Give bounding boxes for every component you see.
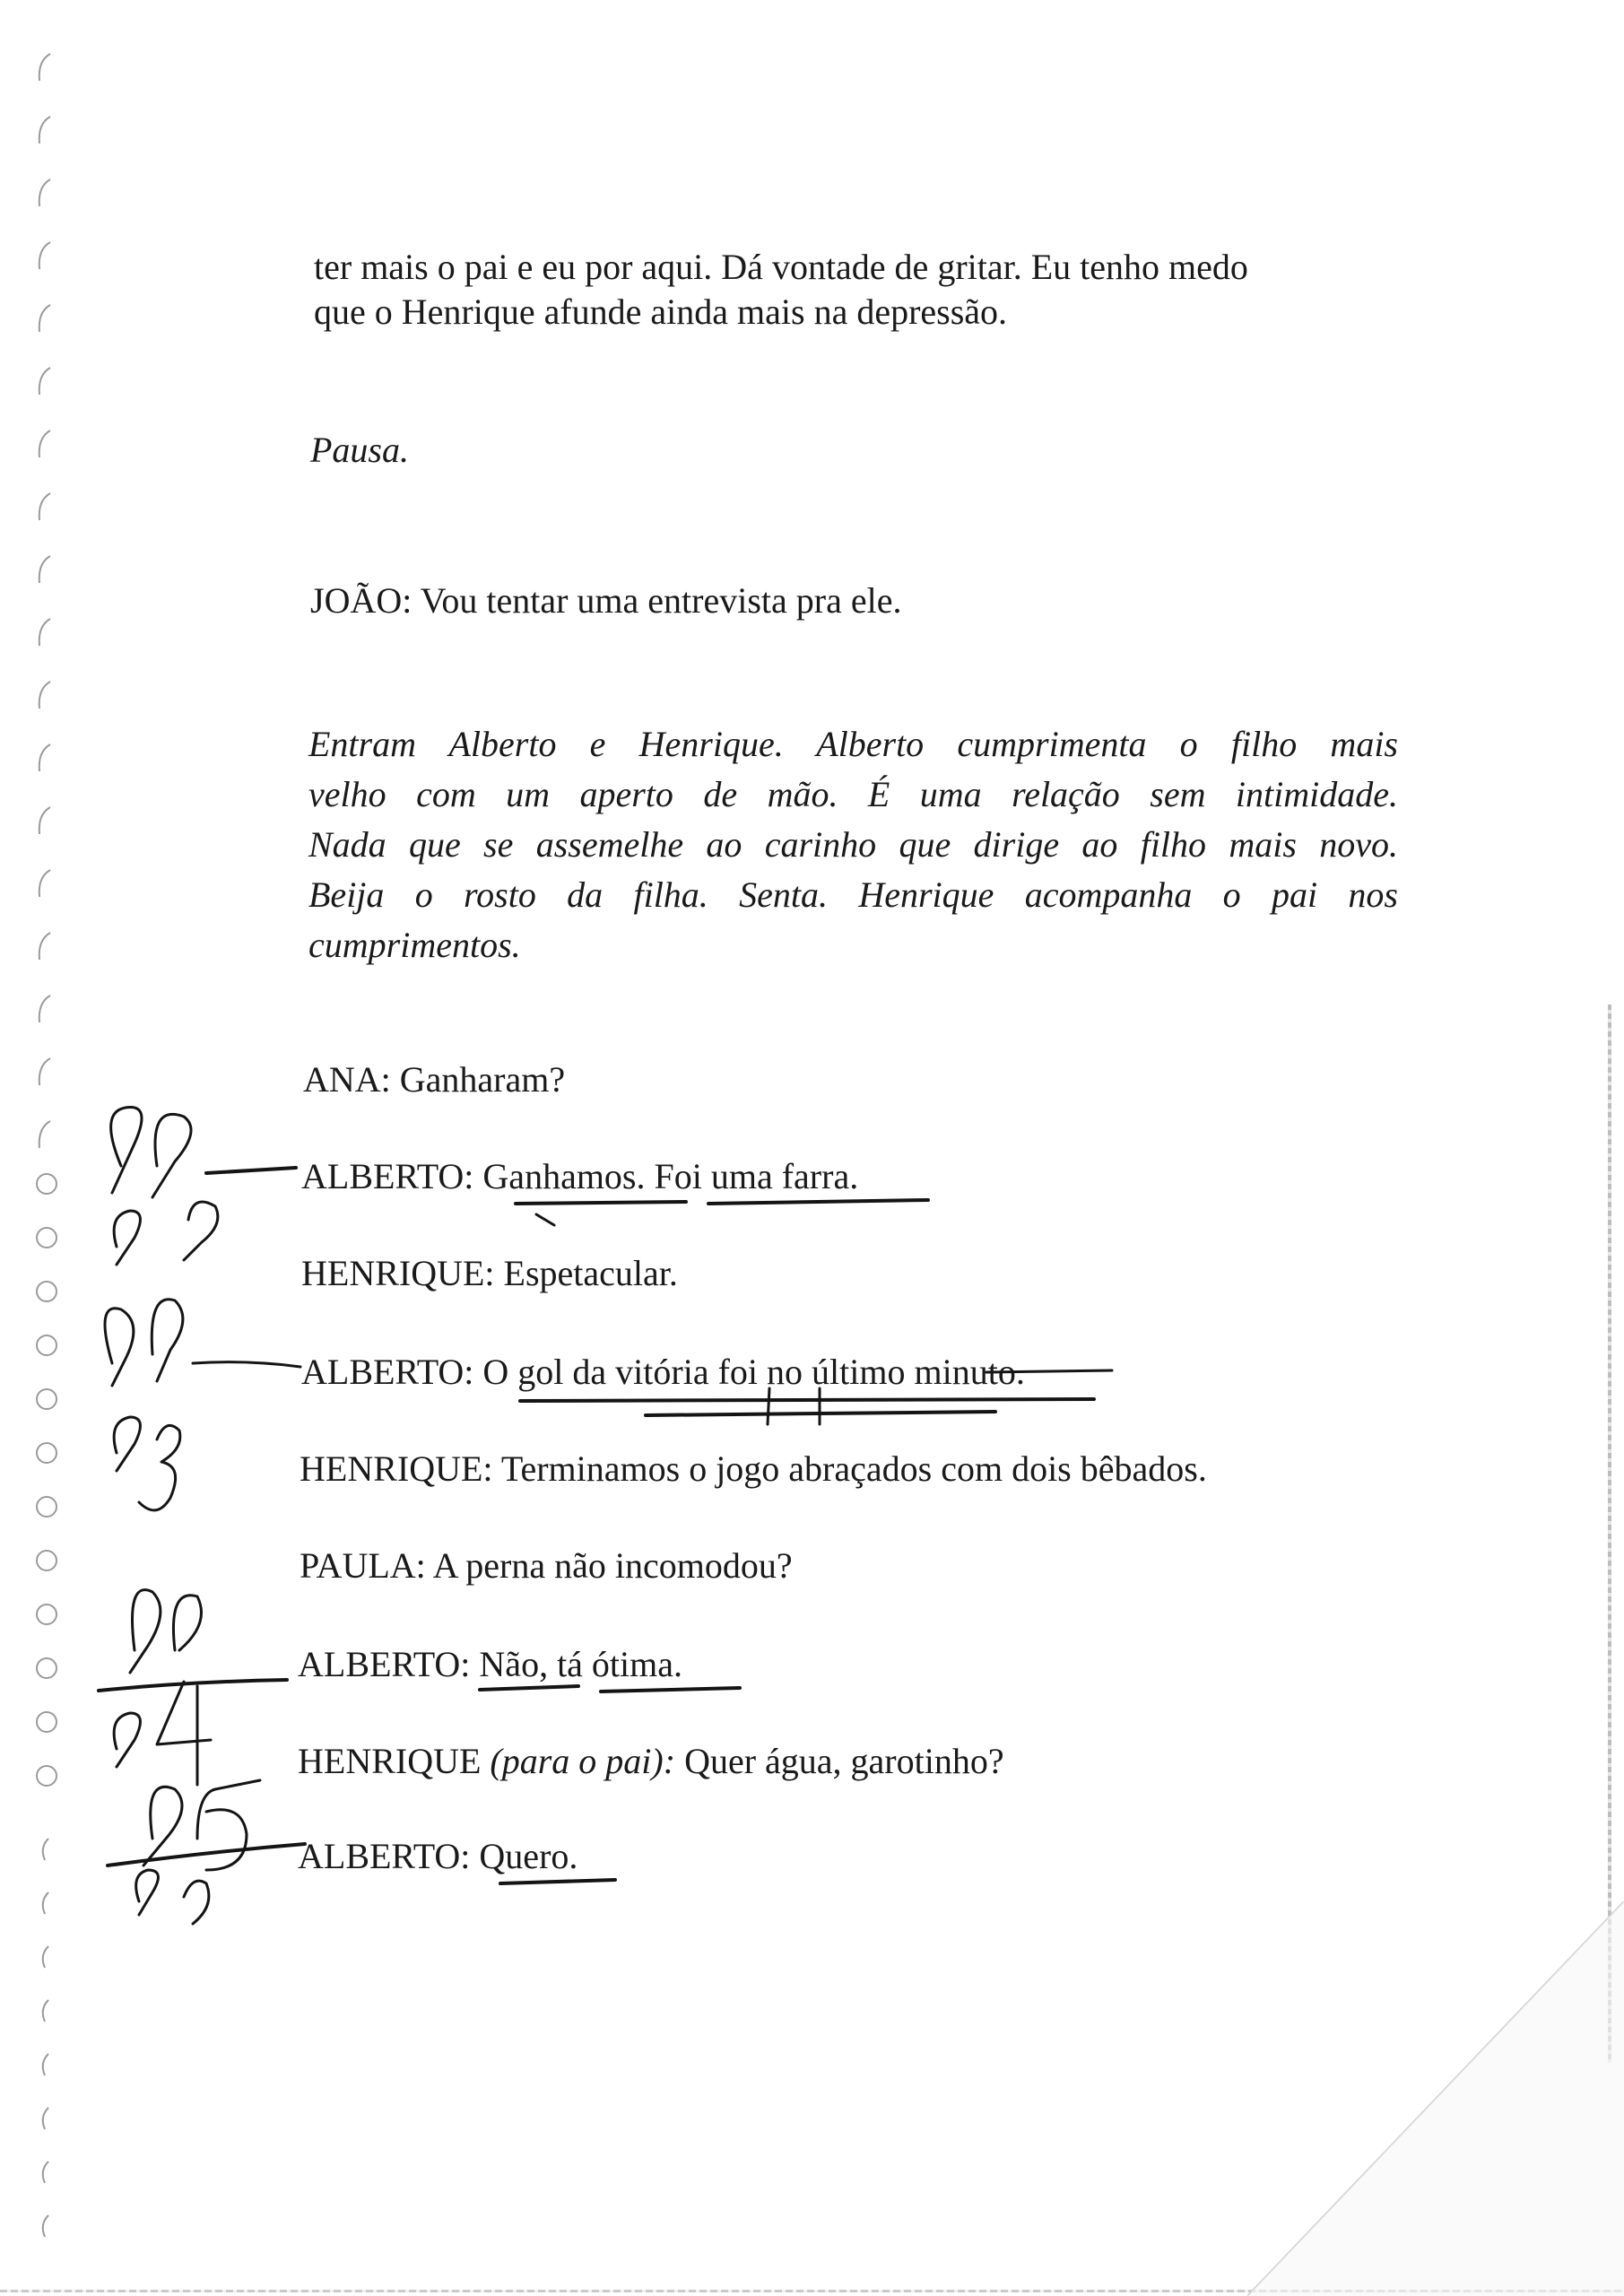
- speaker-name: HENRIQUE:: [301, 1253, 495, 1293]
- speaker-name: ALBERTO:: [301, 1156, 474, 1196]
- strikethrough-mark: [986, 1370, 1112, 1372]
- speech-text: Espetacular.: [503, 1253, 678, 1293]
- stage-direction-pause: Pausa.: [310, 430, 409, 470]
- margin-number-22-drawing: [111, 1108, 296, 1265]
- speech-text: Não, tá ótima.: [479, 1644, 683, 1684]
- speaker-name: ALBERTO:: [301, 1352, 474, 1392]
- margin-number-23-drawing: [105, 1300, 300, 1510]
- dialogue-continuation-line-1: ter mais o pai e eu por aqui. Dá vontade de gritar. Eu tenho medo: [314, 247, 1248, 287]
- speech-text: Quer água, garotinho?: [684, 1741, 1004, 1781]
- speech-text: Quero.: [479, 1836, 578, 1876]
- stage-direction-line: Entram Alberto e Henrique. Alberto cumprimenta o filho mais: [308, 724, 1398, 764]
- dialogue-joao: JOÃO: Vou tentar uma entrevista pra ele.: [310, 580, 902, 621]
- underline-mark: [480, 1686, 740, 1692]
- speech-text: A perna não incomodou?: [432, 1545, 793, 1586]
- stage-direction-line: Beija o rosto da filha. Senta. Henrique acompanha o pai nos: [308, 874, 1398, 915]
- stage-direction-line: velho com um aperto de mão. É uma relação sem intimidade.: [308, 774, 1398, 814]
- speech-text: Ganharam?: [399, 1059, 566, 1100]
- underline-mark: [500, 1880, 615, 1883]
- speaker-name: ANA:: [303, 1059, 391, 1100]
- stage-direction-line: cumprimentos.: [308, 925, 521, 965]
- speaker-name: ALBERTO:: [298, 1644, 471, 1684]
- stage-direction-line: Nada que se assemelhe ao carinho que dirige ao filho mais novo.: [308, 824, 1398, 865]
- margin-number-24-drawing: [99, 1590, 287, 1785]
- speech-text: Ganhamos. Foi uma farra.: [482, 1156, 859, 1196]
- dialogue-continuation-line-2: que o Henrique afunde ainda mais na depressão.: [314, 291, 1008, 332]
- underline-mark: [520, 1399, 1094, 1415]
- speaker-name: HENRIQUE:: [300, 1448, 493, 1489]
- parenthetical: (para o pai):: [490, 1741, 676, 1781]
- speaker-name: PAULA:: [300, 1545, 426, 1586]
- underline-mark: [516, 1200, 928, 1204]
- margin-number-25-drawing: [108, 1780, 305, 1924]
- underline-tick: [536, 1214, 554, 1225]
- underline-tick: [768, 1388, 820, 1424]
- speaker-name: ALBERTO:: [298, 1836, 471, 1876]
- speaker-name: HENRIQUE: [298, 1741, 482, 1781]
- speech-text: O gol da vitória foi no último minuto.: [482, 1352, 1025, 1392]
- speech-text: Terminamos o jogo abraçados com dois bêbados.: [500, 1448, 1207, 1489]
